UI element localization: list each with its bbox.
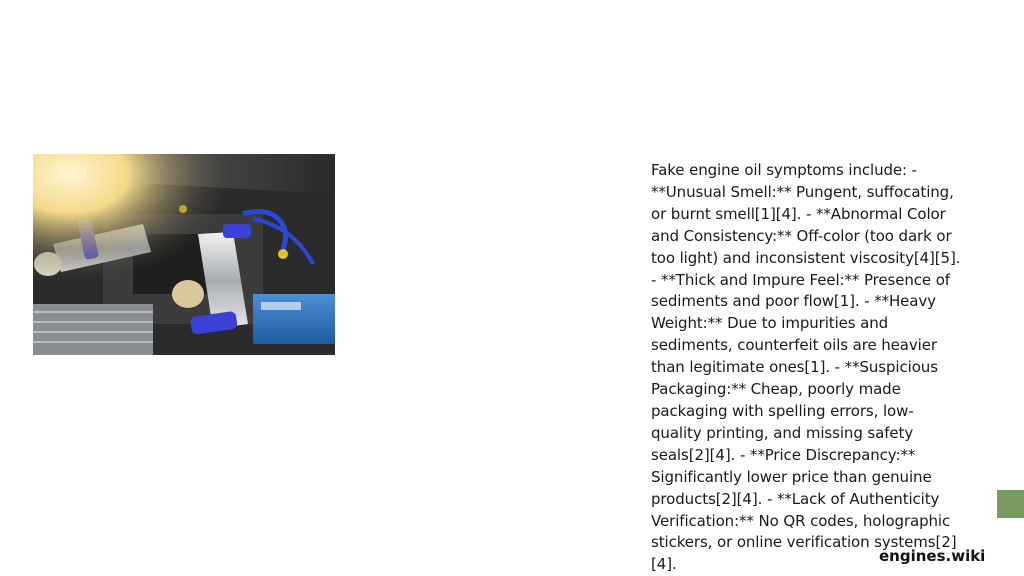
body-paragraph: Fake engine oil symptoms include: - **Unusual Smell:** Pungent, suffocating, or burnt smell[1][4]. - **Abnormal Color and Consistency:** Off-color (too dark or too light) and inconsistent viscosity[4][5]. - **Thick and Impure Feel:** Presence of sediments and poor flow[1]. - **Heavy Weight:** Due to impurities and sediments, counterfeit oils are heavier than legitimate ones[1]. - **Suspicious Packaging:** Cheap, poorly made packaging with spelling errors, low-quality printing, and missing safety seals[2][4]. - **Price Discrepancy:** Significantly lower price than genuine products[2][4]. - **Lack of Authenticity Verification:** No QR codes, holographic stickers, or online verification systems[2][4].	[651, 161, 961, 574]
engine-bay-image	[33, 154, 335, 355]
accent-square	[997, 490, 1024, 518]
site-watermark: engines.wiki	[879, 547, 986, 565]
